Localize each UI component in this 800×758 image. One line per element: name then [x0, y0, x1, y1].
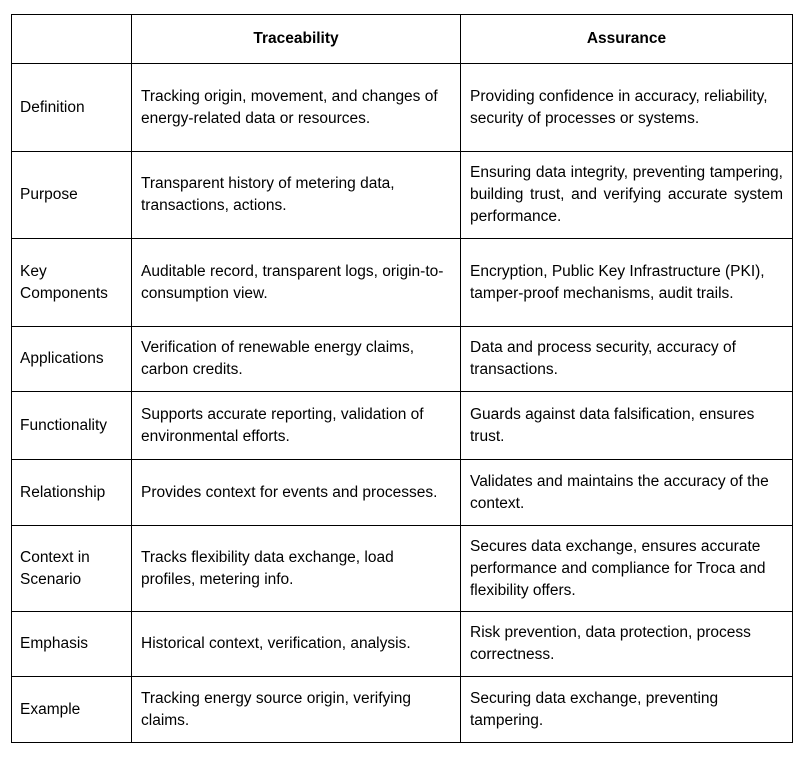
- assurance-cell: Securing data exchange, preventing tampering.: [461, 677, 793, 743]
- traceability-cell: Auditable record, transparent logs, origin-to-consumption view.: [132, 239, 461, 327]
- traceability-cell: Provides context for events and processes.: [132, 460, 461, 526]
- traceability-cell: Verification of renewable energy claims, carbon credits.: [132, 327, 461, 392]
- header-empty-cell: [12, 15, 132, 64]
- table-row: [12, 460, 793, 526]
- table-row: [12, 677, 793, 743]
- row-label: Purpose: [12, 152, 132, 239]
- table-row: [12, 152, 793, 239]
- assurance-cell: Guards against data falsification, ensures trust.: [461, 392, 793, 460]
- traceability-cell: Supports accurate reporting, validation of environmental efforts.: [132, 392, 461, 460]
- assurance-cell: Encryption, Public Key Infrastructure (PKI), tamper-proof mechanisms, audit trails.: [461, 239, 793, 327]
- assurance-cell: Data and process security, accuracy of transactions.: [461, 327, 793, 392]
- comparison-table: [11, 14, 793, 743]
- table-row: [12, 239, 793, 327]
- assurance-cell: Secures data exchange, ensures accurate performance and compliance for Troca and flexibility offers.: [461, 526, 793, 612]
- header-row: [12, 15, 793, 64]
- assurance-cell: Validates and maintains the accuracy of the context.: [461, 460, 793, 526]
- row-label: Applications: [12, 327, 132, 392]
- traceability-cell: Tracking energy source origin, verifying claims.: [132, 677, 461, 743]
- table-row: [12, 526, 793, 612]
- table-row: [12, 392, 793, 460]
- table-row: [12, 612, 793, 677]
- assurance-cell: Ensuring data integrity, preventing tampering, building trust, and verifying accurate system performance.: [461, 152, 793, 239]
- header-traceability: Traceability: [132, 15, 461, 64]
- row-label: Definition: [12, 64, 132, 152]
- traceability-cell: Tracks flexibility data exchange, load profiles, metering info.: [132, 526, 461, 612]
- traceability-cell: Transparent history of metering data, transactions, actions.: [132, 152, 461, 239]
- assurance-cell: Risk prevention, data protection, process correctness.: [461, 612, 793, 677]
- table-row: [12, 64, 793, 152]
- traceability-cell: Tracking origin, movement, and changes of energy-related data or resources.: [132, 64, 461, 152]
- assurance-cell: Providing confidence in accuracy, reliability, security of processes or systems.: [461, 64, 793, 152]
- header-assurance: Assurance: [461, 15, 793, 64]
- row-label: Context in Scenario: [12, 526, 132, 612]
- comparison-table-container: [11, 14, 793, 743]
- row-label: Emphasis: [12, 612, 132, 677]
- table-row: [12, 327, 793, 392]
- row-label: Functionality: [12, 392, 132, 460]
- row-label: Relationship: [12, 460, 132, 526]
- traceability-cell: Historical context, verification, analysis.: [132, 612, 461, 677]
- row-label: Example: [12, 677, 132, 743]
- row-label: Key Components: [12, 239, 132, 327]
